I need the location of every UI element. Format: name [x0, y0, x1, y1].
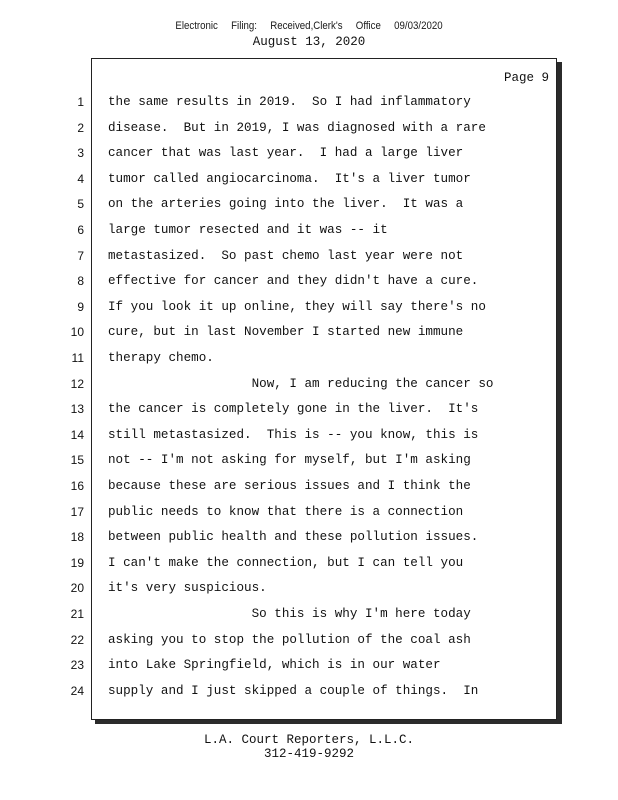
transcript-line [0, 423, 618, 449]
transcript-line [0, 628, 618, 654]
line-number: 14 [70, 427, 84, 442]
stamp-word: Office [355, 20, 381, 32]
line-number: 9 [77, 299, 84, 314]
line-text: the cancer is completely gone in the liver. It's [108, 402, 479, 417]
transcript-line [0, 244, 618, 270]
stamp-word: Received,Clerk's [270, 20, 343, 32]
line-text: cure, but in last November I started new immune [108, 325, 464, 340]
page-number: Page 9 [504, 71, 550, 85]
reporter-company: L.A. Court Reporters, L.L.C. [203, 733, 415, 747]
line-text: asking you to stop the pollution of the coal ash [108, 632, 471, 647]
line-text: If you look it up online, they will say there's no [108, 299, 486, 314]
transcript-line [0, 218, 618, 244]
line-number: 18 [70, 530, 84, 545]
line-text: it's very suspicious. [108, 581, 267, 596]
transcript-line [0, 653, 618, 679]
transcript-line [0, 116, 618, 142]
stamp-word: 09/03/2020 [394, 20, 443, 32]
line-number: 17 [70, 504, 84, 519]
line-text: metastasized. So past chemo last year were not [108, 248, 464, 263]
transcript-date: August 13, 2020 [252, 35, 366, 49]
line-number: 19 [70, 555, 84, 570]
line-number: 12 [70, 376, 84, 391]
line-text: large tumor resected and it was -- it [108, 223, 388, 237]
transcript-line [0, 397, 618, 423]
line-number: 11 [71, 351, 84, 365]
transcript-line [0, 167, 618, 193]
transcript-line [0, 192, 618, 218]
transcript-line [0, 474, 618, 500]
transcript-line [0, 500, 618, 526]
line-number: 3 [77, 146, 84, 161]
line-number: 13 [70, 402, 84, 417]
line-text: tumor called angiocarcinoma. It's a liver tumor [108, 171, 471, 186]
transcript-line [0, 372, 618, 398]
line-number: 15 [70, 453, 84, 468]
transcript-line [0, 320, 618, 346]
line-number: 2 [77, 120, 84, 135]
electronic-filing-stamp [37, 20, 581, 32]
line-text: between public health and these pollution issues. [108, 530, 479, 545]
transcript-line [0, 141, 618, 167]
line-number: 1 [77, 95, 84, 109]
line-number: 22 [70, 632, 84, 647]
line-number: 5 [77, 197, 84, 212]
line-number: 24 [70, 683, 84, 698]
line-number: 21 [70, 607, 84, 621]
transcript-line [0, 295, 618, 321]
transcript-line [0, 551, 618, 577]
line-number: 6 [77, 223, 84, 237]
transcript-line [0, 679, 618, 705]
line-text: not -- I'm not asking for myself, but I'm asking [108, 453, 471, 468]
transcript-line [0, 602, 618, 628]
stamp-word: Electronic [175, 20, 218, 32]
line-text: on the arteries going into the liver. It was a [108, 197, 464, 212]
line-text: Now, I am reducing the cancer so [108, 376, 494, 391]
line-number: 20 [70, 581, 84, 596]
line-text: So this is why I'm here today [108, 607, 471, 621]
line-number: 7 [77, 248, 84, 263]
transcript-line [0, 269, 618, 295]
line-text: cancer that was last year. I had a large liver [108, 146, 464, 161]
line-text: because these are serious issues and I think the [108, 479, 471, 493]
line-text: effective for cancer and they didn't have a cure. [108, 274, 479, 289]
stamp-word: Filing: [231, 20, 257, 32]
line-number: 16 [70, 479, 84, 493]
reporter-phone: 312-419-9292 [263, 747, 354, 761]
line-text: public needs to know that there is a connection [108, 504, 464, 519]
line-number: 4 [77, 171, 84, 186]
line-text: the same results in 2019. So I had inflammatory [108, 95, 471, 109]
transcript-line [0, 90, 618, 116]
transcript-line [0, 576, 618, 602]
line-text: I can't make the connection, but I can tell you [108, 555, 464, 570]
line-text: therapy chemo. [108, 351, 214, 365]
transcript-line [0, 448, 618, 474]
transcript-line [0, 525, 618, 551]
line-text: supply and I just skipped a couple of things. In [108, 683, 479, 698]
line-number: 10 [70, 325, 84, 340]
transcript-line [0, 346, 618, 372]
line-text: disease. But in 2019, I was diagnosed with a rare [108, 120, 486, 135]
line-text: into Lake Springfield, which is in our water [108, 658, 441, 673]
line-number: 8 [77, 274, 84, 289]
line-number: 23 [70, 658, 84, 673]
line-text: still metastasized. This is -- you know, this is [108, 427, 479, 442]
